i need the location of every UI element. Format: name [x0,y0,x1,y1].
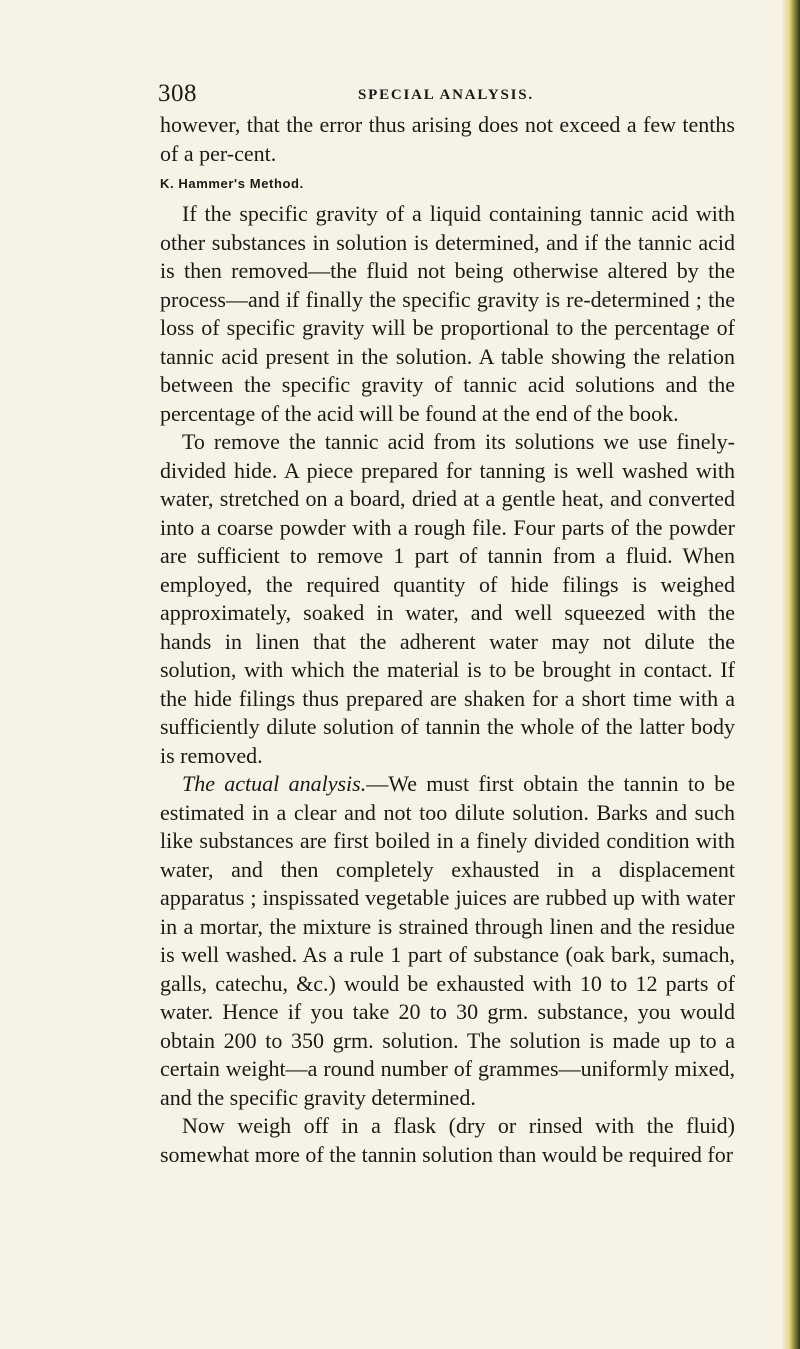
actual-analysis-lead: The actual analysis. [182,771,367,796]
paragraph-hide-preparation: To remove the tannic acid from its solutions we use finely-divided hide. A piece prepared for tanning is well washed with water, stretched on a board, dried at a gentle heat, and converted into a coarse powder with a rough file. Four parts of the powder are sufficient to remove 1 part of tannin from a fluid. When employed, the required quantity of hide filings is weighed approximately, soaked in water, and well squeezed with the hands in linen that the adherent water may not dilute the solution, with which the material is to be brought in contact. If the hide filings thus prepared are shaken for a short time with a sufficiently dilute solution of tannin the whole of the latter body is removed. [160,429,735,768]
paragraph-actual-analysis [160,770,735,1112]
page-edge-shadow [782,0,800,1349]
running-head: SPECIAL ANALYSIS. [358,87,534,103]
actual-analysis-body: —We must first obtain the tannin to be estimated in a clear and not too dilute solution. Barks and such like substances are first boiled in a finely divided condition with water, and then completely exhausted in a displacement apparatus ; inspissated vegetable juices are rubbed up with water in a mortar, the mixture is strained through linen and the residue is well washed. As a rule 1 part of substance (oak bark, sumach, galls, catechu, &c.) would be exhausted with 10 to 12 parts of water. Hence if you take 20 to 30 grm. substance, you would obtain 200 to 350 grm. solution. The solution is made up to a certain weight—a round number of grammes—uniformly mixed, and the specific gravity determined. [160,771,735,1110]
paragraph-specific-gravity: If the specific gravity of a liquid containing tannic acid with other substances in solution is determined, and if the tannic acid is then removed—the fluid not being otherwise altered by the process—and if finally the specific gravity is re-determined ; the loss of specific gravity will be proportional to the percentage of tannic acid present in the solution. A table showing the relation between the specific gravity of tannic acid solutions and the percentage of the acid will be found at the end of the book. [160,201,735,426]
continuation-paragraph: however, that the error thus arising does not exceed a few tenths of a per-cent. [160,112,735,166]
page-number: 308 [158,80,197,107]
paragraph-weigh-flask: Now weigh off in a flask (dry or rinsed with the fluid) somewhat more of the tannin solution than would be required for [160,1113,735,1167]
body-text [160,111,735,1169]
page-header [158,80,718,108]
section-heading: K. Hammer's Method. [160,176,304,191]
